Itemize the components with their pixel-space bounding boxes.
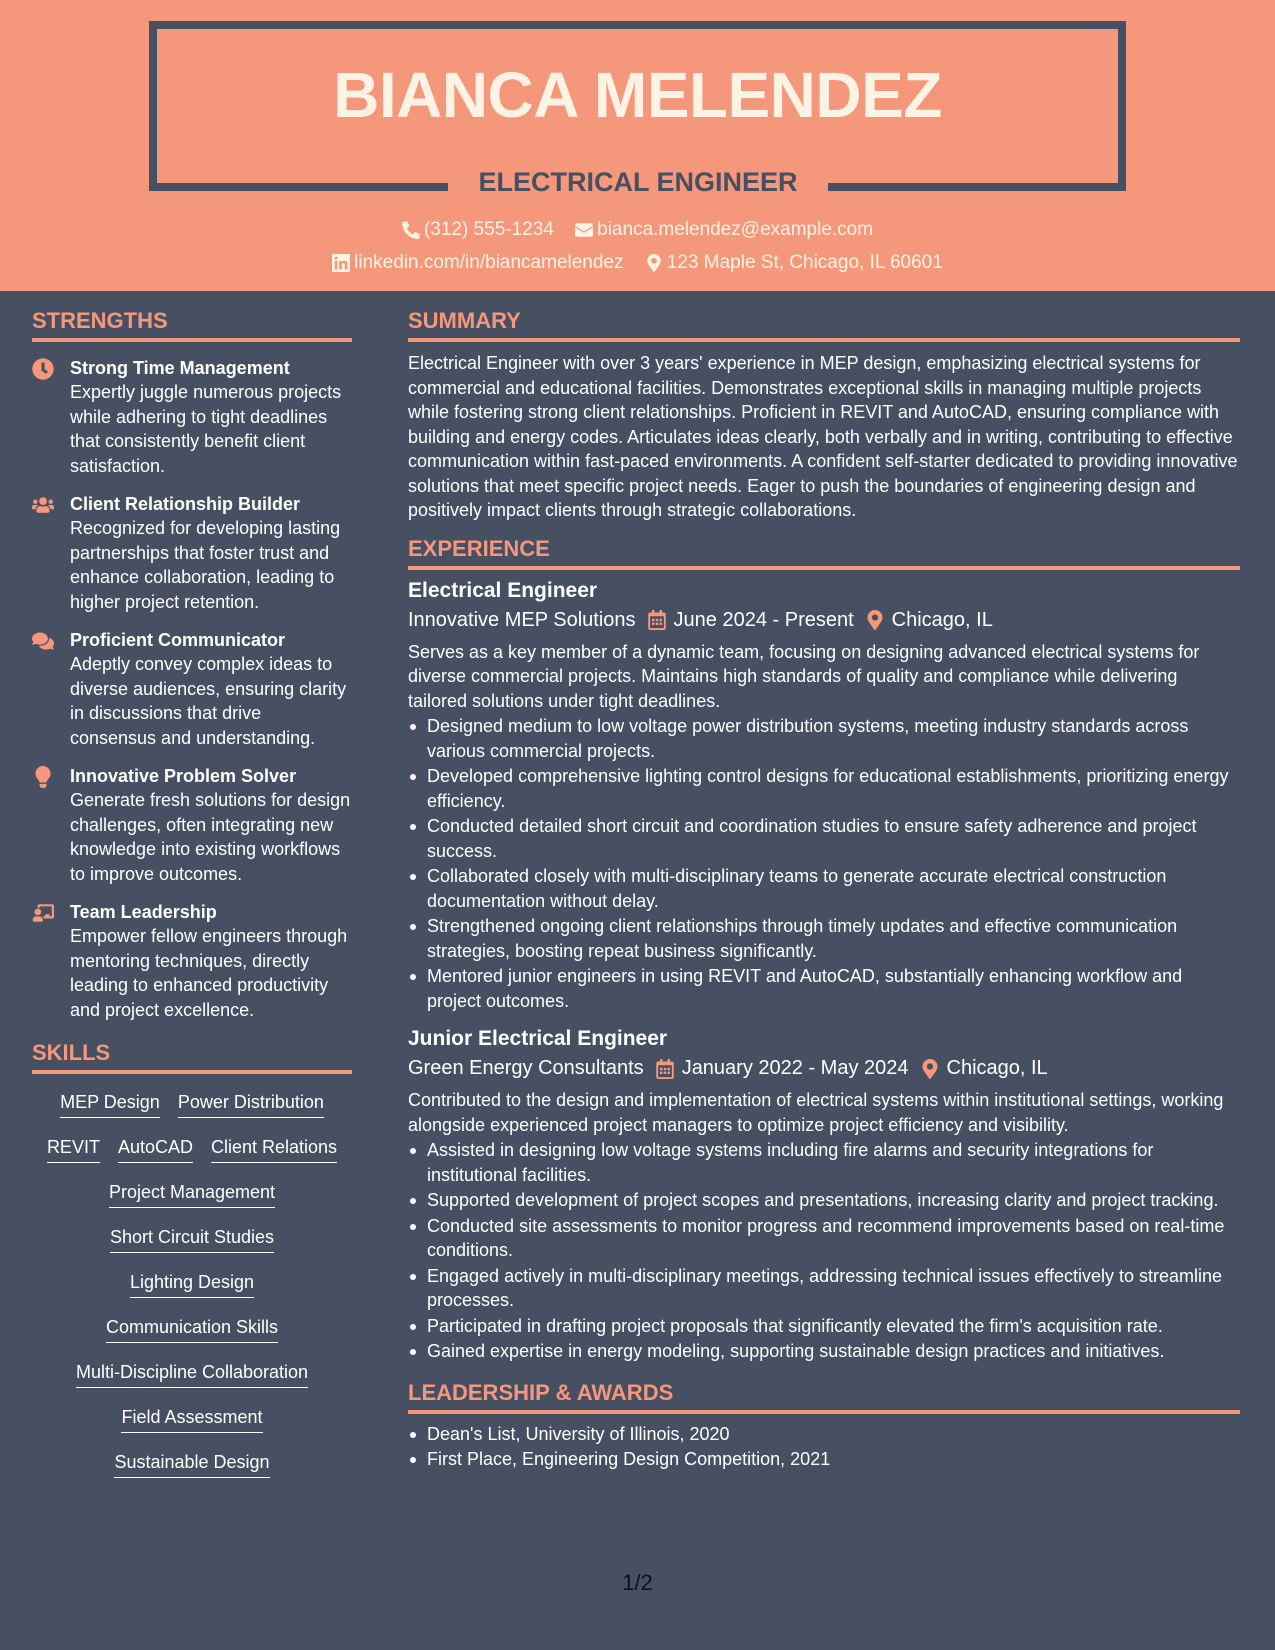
job-title: Electrical Engineer	[408, 578, 598, 602]
lightbulb-icon	[32, 766, 54, 788]
comments-icon	[32, 630, 54, 652]
map-pin-icon	[866, 610, 884, 630]
skill-tag: Lighting Design	[130, 1272, 254, 1298]
phone-contact[interactable]	[402, 219, 554, 241]
list-item: Mentored junior engineers in using REVIT and AutoCAD, substantially enhancing workflow and project outcomes.	[408, 964, 1240, 1013]
strength-title: Strong Time Management	[70, 358, 290, 378]
list-item: Dean's List, University of Illinois, 2020	[408, 1422, 1240, 1447]
skill-tag: Sustainable Design	[114, 1452, 269, 1478]
company-name: Innovative MEP Solutions	[408, 608, 636, 631]
contact-row-1	[0, 219, 1275, 245]
awards-list	[408, 1422, 1240, 1472]
header-banner	[0, 0, 1275, 291]
strengths-heading: STRENGTHS	[32, 308, 352, 342]
job-title: Junior Electrical Engineer	[408, 1027, 668, 1050]
skill-tag: Communication Skills	[106, 1317, 278, 1343]
skill-tag: AutoCAD	[118, 1137, 193, 1163]
company-name: Green Energy Consultants	[408, 1057, 644, 1079]
experience-heading: EXPERIENCE	[408, 536, 1240, 570]
email-contact[interactable]	[575, 219, 873, 241]
job-meta	[408, 609, 1240, 632]
list-item: Participated in drafting project proposals that significantly elevated the firm's acquisition rate.	[408, 1314, 1240, 1339]
strength-title: Innovative Problem Solver	[70, 766, 297, 786]
strength-text: Recognized for developing lasting partnerships that foster trust and enhance collaboration, leading to higher project retention.	[70, 518, 341, 612]
job-meta	[408, 1057, 1240, 1080]
clock-icon	[32, 358, 54, 380]
job-dates: January 2022 - May 2024	[681, 1057, 909, 1079]
skill-row	[32, 1352, 352, 1397]
address-text: 123 Maple St, Chicago, IL 60601	[666, 252, 943, 273]
list-item: Developed comprehensive lighting control designs for educational establishments, prioritizing energy efficiency.	[408, 764, 1240, 813]
strength-item	[32, 764, 352, 886]
strength-item	[32, 628, 352, 750]
job-dates: June 2024 - Present	[673, 608, 854, 631]
strength-text: Expertly juggle numerous projects while adhering to tight deadlines that consistently benefit client satisfaction.	[70, 382, 342, 476]
strength-item	[32, 356, 352, 478]
users-icon	[32, 494, 54, 516]
calendar-icon	[656, 1059, 674, 1079]
left-column	[32, 291, 352, 1487]
map-pin-icon	[921, 1059, 939, 1079]
phone-icon	[402, 221, 420, 239]
strength-text: Adeptly convey complex ideas to diverse audiences, ensuring clarity in discussions that drive consensus and understanding.	[70, 654, 347, 748]
job-description: Serves as a key member of a dynamic team, focusing on designing advanced electrical systems for diverse commercial projects. Maintains high standards of quality and compliance while delivering tailored solutions under tight deadlines.	[408, 641, 1200, 711]
skill-row	[32, 1442, 352, 1487]
contact-row-2	[0, 252, 1275, 278]
skill-row	[32, 1082, 352, 1127]
phone-text: (312) 555-1234	[423, 219, 554, 240]
linkedin-icon	[332, 254, 350, 272]
strength-title: Proficient Communicator	[70, 630, 286, 650]
summary-text: Electrical Engineer with over 3 years' experience in MEP design, emphasizing electrical systems for commercial and educational facilities. Demonstrates exceptional skills in managing multiple projects while fostering strong client relationships. Proficient in REVIT and AutoCAD, ensuring compliance with building and energy codes. Articulates ideas clearly, both verbally and in writing, contributing to effective communication within fast-paced environments. A confident self-starter dedicated to providing innovative solutions that meet specific project needs. Eager to push the boundaries of engineering design and positively impact clients through strategic collaborations.	[408, 353, 1238, 520]
linkedin-text: linkedin.com/in/biancamelendez	[354, 252, 624, 273]
right-column	[408, 291, 1240, 1472]
skill-row	[32, 1262, 352, 1307]
strength-title: Team Leadership	[70, 902, 217, 922]
skill-tag: Client Relations	[211, 1137, 337, 1163]
skills-heading: SKILLS	[32, 1040, 352, 1074]
skill-tag: Project Management	[109, 1182, 275, 1208]
presentation-icon	[32, 902, 54, 924]
email-text: bianca.melendez@example.com	[597, 219, 874, 240]
strength-title: Client Relationship Builder	[70, 494, 301, 514]
list-item: Supported development of project scopes and presentations, increasing clarity and project tracking.	[408, 1188, 1240, 1213]
strength-item	[32, 900, 352, 1022]
job-location: Chicago, IL	[946, 1057, 1048, 1079]
map-pin-icon	[645, 254, 663, 272]
list-item: Engaged actively in multi-disciplinary meetings, addressing technical issues effectively to streamline processes.	[408, 1264, 1240, 1313]
job-location: Chicago, IL	[891, 608, 993, 631]
strength-text: Empower fellow engineers through mentoring techniques, directly leading to enhanced productivity and project excellence.	[70, 926, 348, 1020]
skill-row	[32, 1397, 352, 1442]
skill-row	[32, 1172, 352, 1217]
skill-tag: MEP Design	[60, 1092, 160, 1118]
job-bullets	[408, 714, 1240, 1013]
list-item: Conducted detailed short circuit and coordination studies to ensure safety adherence and project success.	[408, 814, 1240, 863]
skill-row	[32, 1127, 352, 1172]
strength-item	[32, 492, 352, 614]
job-description: Contributed to the design and implementation of electrical systems within institutional settings, working alongside experienced project managers to optimize project efficiency and visibility.	[408, 1090, 1224, 1135]
address-contact	[645, 252, 943, 274]
skill-tag: Multi-Discipline Collaboration	[76, 1362, 308, 1388]
job-title-heading: ELECTRICAL ENGINEER	[478, 167, 798, 197]
skill-row	[32, 1307, 352, 1352]
list-item: Designed medium to low voltage power distribution systems, meeting industry standards across various commercial projects.	[408, 714, 1240, 763]
list-item: Strengthened ongoing client relationships through timely updates and effective communication strategies, boosting repeat business significantly.	[408, 914, 1240, 963]
page-number: 1/2	[622, 1570, 653, 1595]
leadership-heading: LEADERSHIP & AWARDS	[408, 1380, 1240, 1414]
list-item: First Place, Engineering Design Competition, 2021	[408, 1447, 1240, 1472]
summary-heading: SUMMARY	[408, 308, 1240, 342]
skill-row	[32, 1217, 352, 1262]
list-item: Gained expertise in energy modeling, supporting sustainable design practices and initiatives.	[408, 1339, 1240, 1364]
envelope-icon	[575, 221, 593, 239]
skill-tag: Short Circuit Studies	[110, 1227, 274, 1253]
job-entry	[408, 1027, 1240, 1364]
linkedin-contact[interactable]	[332, 252, 623, 274]
skill-tag: REVIT	[47, 1137, 100, 1163]
list-item: Assisted in designing low voltage systems including fire alarms and security integrations for institutional facilities.	[408, 1138, 1240, 1187]
skill-tag: Field Assessment	[121, 1407, 262, 1433]
job-bullets	[408, 1138, 1240, 1364]
list-item: Collaborated closely with multi-disciplinary teams to generate accurate electrical construction documentation without delay.	[408, 864, 1240, 913]
strength-text: Generate fresh solutions for design challenges, often integrating new knowledge into existing workflows to improve outcomes.	[70, 790, 351, 884]
candidate-name: BIANCA MELENDEZ	[333, 59, 942, 131]
skill-tag: Power Distribution	[178, 1092, 324, 1118]
skills-list	[32, 1074, 352, 1487]
list-item: Conducted site assessments to monitor progress and recommend improvements based on real-time conditions.	[408, 1214, 1240, 1263]
calendar-icon	[648, 610, 666, 630]
job-entry	[408, 579, 1240, 1014]
